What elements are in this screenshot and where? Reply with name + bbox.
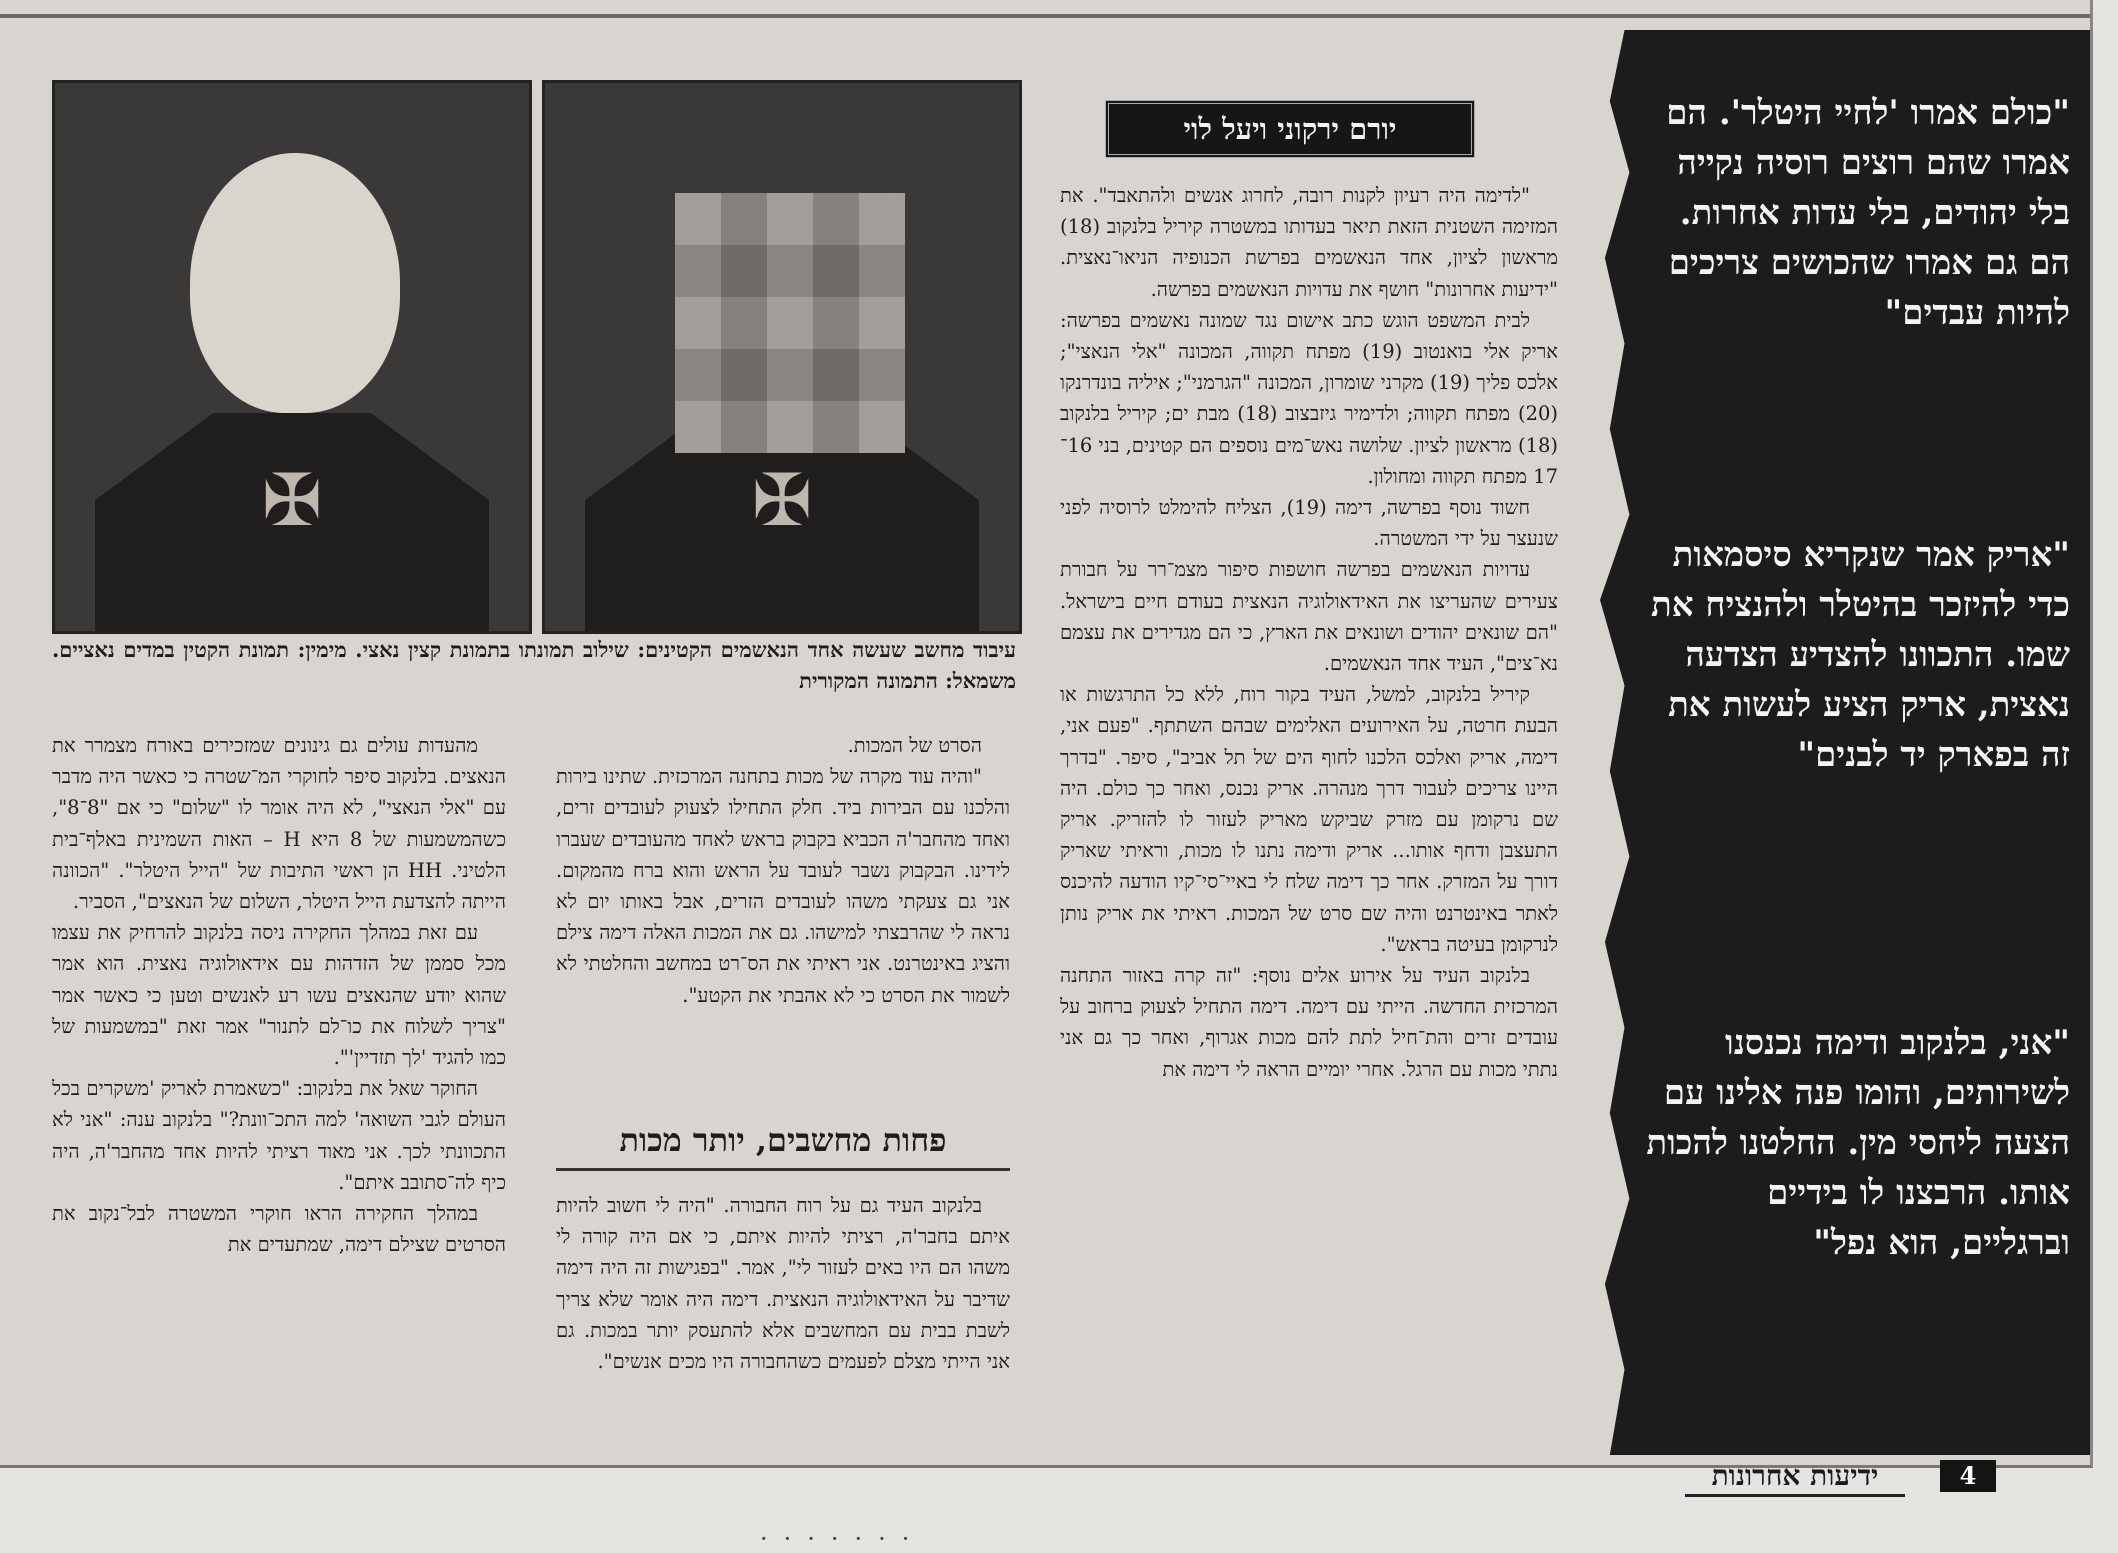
newspaper-name: ידיעות אחרונות bbox=[1685, 1458, 1905, 1497]
pull-quote-3: "אני, בלנקוב ודימה נכנסנו לשירותים, והומו פנה אלינו עם הצעה ליחסי מין. החלטנו להכות אותו. הרבצנו לו בידיים וברגליים, הוא נפל" bbox=[1646, 1023, 2070, 1263]
paragraph: קיריל בלנקוב, למשל, העיד בקור רוח, ללא כל התרגשות או הבעת חרטה, על האירועים האלימים שבהם השתתף. "פעם אני, דימה, אריק ואלכס הלכנו לחוף הים של תל אביב", סיפר. "בדרך היינו צריכים לעבור דרך מנהרה. אריק נכנס, ואחר כך כולם. היה שם נרקומן עם מזרק שביקש מאריק לעזור לו להזריק. אריק התעצבן ודחף אותו... אריק ודימה נתנו לו מכות, וראיתי שאריק דורך על המזרק. אחר כך דימה שלח לי באיי־סי־קיו הודעה להיכנס לאתר באינטרנט והיה שם סרט של המכות. ראיתי את אריק נותן לנרקומן בעיטה בראש". bbox=[1060, 683, 1558, 956]
article-column-1 bbox=[1060, 180, 1558, 1465]
paragraph: בלנקוב העיד גם על רוח החבורה. "היה לי חשוב להיות איתם בחבר'ה, רציתי להיות איתם, כי אם היה קורה לי משהו הם היו באים לעזור לי", אמר. "בפגישות זה היה דימה שדיבר על האידאולוגיה הנאצית. דימה היה אומר שלא צריך לשבת בבית עם המחשבים אלא להתעסק יותר במכות. גם אני הייתי מצלם לפעמים כשהחבורה היו מכים אנשים". bbox=[556, 1194, 1010, 1374]
paragraph: עדויות הנאשמים בפרשה חושפות סיפור מצמ־רר על חבורת צעירים שהעריצו את האידאולוגיה הנאצית בעודם חיים בישראל. "הם שונאים יהודים ושונאים את הארץ, כי הם מגדירים את עצמם נא־צים", העיד אחד הנאשמים. bbox=[1060, 558, 1558, 676]
article-column-3 bbox=[52, 730, 506, 1465]
paragraph: החוקר שאל את בלנקוב: "כשאמרת לאריק 'משקרים בכל העולם לגבי השואה' למה התכ־וונת?" בלנקוב ענה: "אני לא התכוונתי לכך. אני מאוד רציתי להיות אחד מהחבר'ה, היה כיף לה־סתובב איתם". bbox=[52, 1077, 506, 1194]
byline: יורם ירקוני ויעל לוי bbox=[1105, 100, 1475, 158]
face-shape bbox=[190, 153, 400, 413]
photo-original-officer bbox=[52, 80, 532, 634]
article-column-2 bbox=[556, 730, 1010, 1102]
bottom-dots: ······· bbox=[760, 1525, 926, 1553]
pull-quote-1: "כולם אמרו 'לחיי היטלר'. הם אמרו שהם רוצים רוסיה נקייה בלי יהודים, בלי עדות אחרות. הם גם אמרו שהכושים צריכים להיות עבדים" bbox=[1666, 93, 2070, 333]
paragraph: "לדימה היה רעיון לקנות רובה, לחרוג אנשים ולהתאבד". את המזימה השטנית הזאת תיאר בעדותו במשטרה קיריל בלנקוב (18) מראשון לציון, אחד הנאשמים בפרשת הכנופיה הניאו־נאצית. "ידיעות אחרונות" חושף את עדויות הנאשמים בפרשה. bbox=[1060, 184, 1558, 301]
paragraph: בלנקוב העיד על אירוע אלים נוסף: "זה קרה באזור התחנה המרכזית החדשה. הייתי עם דימה. דימה התחיל לצעוק ברחוב על עובדים זרים והת־חיל לתת להם מכות אגרוף, ואחר כך גם אני נתתי מכות עם הרגל. אחרי יומיים הראה לי דימה את bbox=[1060, 964, 1558, 1081]
paragraph: לבית המשפט הוגש כתב אישום נגד שמונה נאשמים בפרשה: אריק אלי בואנטוב (19) מפתח תקווה, המכונה "אלי הנאצי"; אלכס פליך (19) מקרני שומרון, המכונה "הגרמני"; איליה בונדרנקו (20) מפתח תקווה; ולדימיר גיזבצוב (18) מבת ים; קיריל בלנקוב (18) מראשון לציון. שלושה נאש־מים נוספים הם קטינים, בני 16־17 מפתח תקווה ומחולון. bbox=[1060, 308, 1558, 488]
photo-minor-in-uniform bbox=[542, 80, 1022, 634]
photo-caption: עיבוד מחשב שעשה אחד הנאשמים הקטינים: שילוב תמונתו בתמונת קצין נאצי. מימין: תמונת הקטין במדים נאציים. משמאל: התמונה המקורית bbox=[52, 637, 1016, 693]
paragraph: במהלך החקירה הראו חוקרי המשטרה לבל־נקוב את הסרטים שצילם דימה, שמתעדים את bbox=[52, 1202, 506, 1257]
article-column-2b bbox=[556, 1190, 1010, 1465]
top-rule bbox=[0, 14, 2090, 18]
page-number: 4 bbox=[1940, 1460, 1996, 1492]
paragraph: הסרט של המכות. bbox=[847, 734, 982, 757]
paragraph: חשוד נוסף בפרשה, דימה (19), הצליח להימלט לרוסיה לפני שנעצר על ידי המשטרה. bbox=[1060, 496, 1558, 551]
paragraph: מהעדות עולים גם גינונים שמזכירים באורח מצמרר את הנאצים. בלנקוב סיפר לחוקרי המ־שטרה כי כאשר היה מדבר עם "אלי הנאצי", לא היה אומר לו "שלום" כי אם "8־8", כשהמשמעות של 8 היא H – האות השמינית באלף־בית הלטיני. HH הן ראשי התיבות של "הייל היטלר". "הכוונה הייתה להצדעת הייל היטלר, השלום של הנאצים", הסביר. bbox=[52, 734, 506, 914]
subheading: פחות מחשבים, יותר מכות bbox=[556, 1112, 1010, 1171]
pixelated-face bbox=[675, 193, 905, 453]
iron-cross-icon: ✠ bbox=[261, 458, 323, 542]
pull-quote-2: "אריק אמר שנקריא סיסמאות כדי להיזכר בהיטלר ולהנציח את שמו. התכוונו להצדיע הצדעה נאצית, אריק הציע לעשות את זה בפארק יד לבנים" bbox=[1650, 535, 2070, 775]
paragraph: "והיה עוד מקרה של מכות בתחנה המרכזית. שתינו בירות והלכנו עם הבירות ביד. חלק התחילו לצעוק לעובדים זרים, ואחד מהחבר'ה הכביא בקבוק בראש לאחד מהעובדים שעברו לידינו. הבקבוק נשבר לעובד על הראש והוא ברח מהמקום. אני גם צעקתי משהו לעובדים הזרים, אבל באותו יום לא נראה לי שהרבצתי למישהו. גם את המכות האלה דימה צילם והציג באינטרנט. אני ראיתי את הס־רט במחשב והחלטתי לא לשמור את הסרט כי לא אהבתי את הקטע". bbox=[556, 765, 1010, 1007]
paragraph: עם זאת במהלך החקירה ניסה בלנקוב להרחיק את עצמו מכל סממן של הזדהות עם אידאולוגיה נאצית. הוא אמר שהוא יודע שהנאצים עשו רע לאנשים וטען כי כאשר אמר "צריך לשלוח את כו־לם לתנור" אמר זאת "במשמעות של כמו להגיד 'לך תזדיין'". bbox=[52, 921, 506, 1070]
iron-cross-icon: ✠ bbox=[751, 458, 813, 542]
